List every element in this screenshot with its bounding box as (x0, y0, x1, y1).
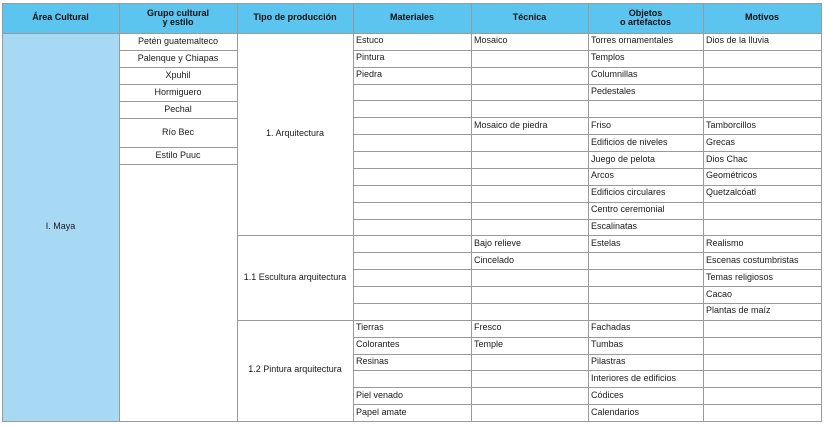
grid-line (2, 3, 3, 421)
objeto-cell: Fachadas (591, 322, 631, 333)
material-cell (353, 286, 471, 303)
grid-line (588, 3, 589, 421)
motivo-cell: Cacao (706, 288, 733, 299)
grupo-cell: Pechal (164, 103, 192, 114)
material-cell: Tierras (356, 322, 384, 333)
material-cell (353, 84, 471, 101)
material-cell (353, 235, 471, 252)
tecnica-cell: Fresco (474, 322, 502, 333)
grid-line (237, 320, 354, 321)
header-motivos: Motivos (703, 3, 821, 33)
material-cell (353, 219, 471, 236)
tecnica-cell (471, 404, 588, 421)
tecnica-cell: Mosaico de piedra (474, 119, 548, 130)
motivo-cell (703, 84, 821, 101)
tecnica-cell: Mosaico (474, 35, 508, 46)
grid-line (119, 3, 120, 421)
motivo-cell (703, 67, 821, 84)
objeto-cell: Estelas (591, 237, 621, 248)
objeto-cell: Pedestales (591, 86, 636, 97)
tecnica-cell (471, 151, 588, 168)
tecnica-cell (471, 185, 588, 202)
objeto-cell: Columnillas (591, 69, 638, 80)
objeto-cell (588, 286, 703, 303)
objeto-cell: Calendarios (591, 406, 640, 417)
motivo-cell: Dios de la lluvia (706, 35, 770, 46)
material-cell: Colorantes (356, 339, 400, 350)
grid-line (353, 3, 354, 421)
objeto-cell: Edificios de niveles (591, 136, 668, 147)
material-cell: Piedra (356, 69, 383, 80)
tecnica-cell (471, 134, 588, 151)
grid-line (703, 3, 704, 421)
tecnica-cell (471, 100, 588, 117)
grupo-cell: Hormiguero (154, 86, 202, 97)
objeto-cell: Interiores de edificios (591, 372, 677, 383)
motivo-cell: Tamborcillos (706, 119, 757, 130)
grid-line (471, 3, 472, 421)
tecnica-cell (471, 387, 588, 404)
header-tecnica: Técnica (471, 3, 588, 33)
objeto-cell: Friso (591, 119, 611, 130)
grupo-cell: Río Bec (161, 126, 194, 137)
material-cell (353, 134, 471, 151)
motivo-cell: Dios Chac (706, 153, 748, 164)
material-cell (353, 303, 471, 320)
objeto-cell: Templos (591, 52, 625, 63)
cultural-table (2, 3, 821, 423)
material-cell (353, 151, 471, 168)
tipo-cell: 1. Arquitectura (265, 128, 325, 139)
material-cell: Papel amate (356, 406, 407, 417)
header-objetos: Objetos o artefactos (588, 3, 703, 33)
objeto-cell: Pilastras (591, 356, 626, 366)
material-cell: Resinas (356, 356, 389, 366)
material-cell (353, 202, 471, 219)
grupo-cell: Estilo Puuc (155, 149, 201, 160)
tecnica-cell (471, 168, 588, 185)
header-tipo: Tipo de producción (237, 3, 353, 33)
motivo-cell: Geométricos (706, 170, 758, 181)
material-cell: Estuco (356, 35, 384, 46)
grid-line (237, 3, 238, 421)
objeto-cell (588, 100, 703, 117)
tecnica-cell (471, 67, 588, 84)
tecnica-cell (471, 354, 588, 371)
material-cell (353, 185, 471, 202)
tecnica-cell (471, 269, 588, 286)
grid-line (119, 164, 238, 165)
motivo-cell: Quetzalcóatl (706, 187, 757, 198)
objeto-cell: Arcos (591, 170, 615, 181)
grid-line (2, 33, 822, 34)
motivo-cell (703, 404, 821, 421)
material-cell (353, 269, 471, 286)
tecnica-cell (471, 370, 588, 387)
header-grupo: Grupo cultural y estilo (119, 3, 237, 33)
objeto-cell: Códices (591, 389, 624, 400)
objeto-cell: Torres ornamentales (591, 35, 674, 46)
tecnica-cell (471, 286, 588, 303)
material-cell (353, 100, 471, 117)
motivo-cell: Plantas de maíz (706, 305, 771, 316)
grid-line (2, 3, 822, 4)
area-cell: I. Maya (2, 33, 119, 421)
motivo-cell (703, 100, 821, 117)
header-area-cultural: Área Cultural (2, 3, 119, 33)
material-cell (353, 168, 471, 185)
tecnica-cell: Temple (474, 339, 504, 350)
tecnica-cell (471, 219, 588, 236)
material-cell: Pintura (356, 52, 385, 63)
objeto-cell (588, 303, 703, 320)
tecnica-cell: Bajo relieve (474, 237, 522, 248)
tecnica-cell (471, 84, 588, 101)
objeto-cell: Escalinatas (591, 221, 638, 232)
objeto-cell: Tumbas (591, 339, 624, 350)
objeto-cell (588, 269, 703, 286)
grid-line (821, 3, 822, 421)
motivo-cell: Escenas costumbristas (706, 254, 799, 265)
objeto-cell (588, 252, 703, 269)
grupo-cell: Petén guatemalteco (137, 35, 219, 46)
motivo-cell (703, 50, 821, 67)
motivo-cell (703, 387, 821, 404)
motivo-cell (703, 202, 821, 219)
tipo-cell: 1.1 Escultura arquitectura (243, 271, 347, 282)
tecnica-cell (471, 50, 588, 67)
header-materiales: Materiales (353, 3, 471, 33)
tecnica-cell (471, 303, 588, 320)
objeto-cell: Juego de pelota (591, 153, 656, 164)
motivo-cell: Temas religiosos (706, 271, 774, 282)
motivo-cell (703, 370, 821, 387)
motivo-cell: Grecas (706, 136, 736, 147)
tecnica-cell: Cincelado (474, 254, 515, 265)
material-cell (353, 117, 471, 134)
motivo-cell (703, 219, 821, 236)
motivo-cell (703, 337, 821, 354)
grupo-cell: Palenque y Chiapas (137, 52, 219, 63)
objeto-cell: Edificios circulares (591, 187, 666, 198)
material-cell: Piel venado (356, 389, 404, 400)
grupo-cell: Xpuhil (165, 69, 191, 80)
grid-line (2, 421, 822, 422)
tecnica-cell (471, 202, 588, 219)
material-cell (353, 252, 471, 269)
tipo-cell: 1.2 Pintura arquitectura (248, 364, 342, 375)
grid-line (237, 235, 354, 236)
objeto-cell: Centro ceremonial (591, 204, 665, 215)
motivo-cell: Realismo (706, 237, 744, 248)
motivo-cell (703, 354, 821, 371)
material-cell (353, 370, 471, 387)
motivo-cell (703, 320, 821, 337)
